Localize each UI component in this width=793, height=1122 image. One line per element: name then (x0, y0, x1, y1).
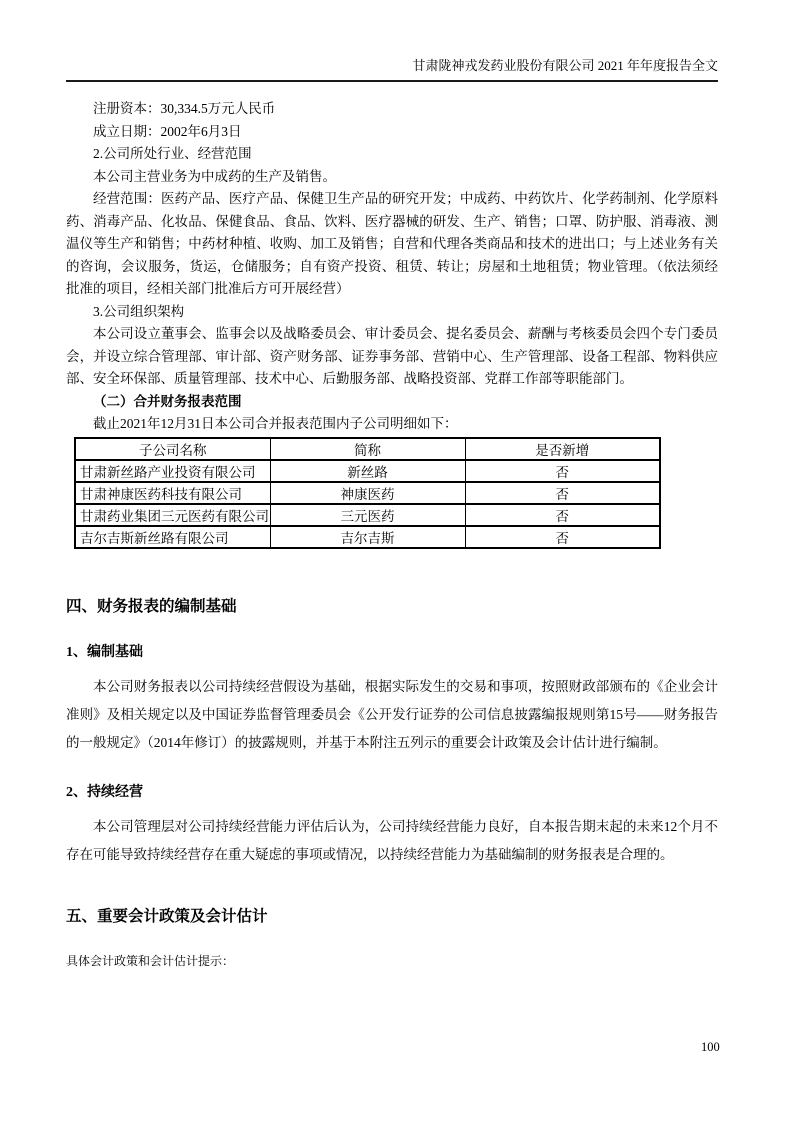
page-number: 100 (701, 1040, 720, 1054)
report-header-title: 甘肃陇神戎发药业股份有限公司 2021 年年度报告全文 (66, 58, 718, 82)
short-name-cell: 神康医药 (270, 482, 465, 504)
consolidation-scope-heading: （二）合并财务报表范围 (93, 393, 242, 409)
section-five-title: 五、重要会计政策及会计估计 (66, 907, 268, 925)
main-business-line: 本公司主营业务为中成药的生产及销售。 (93, 168, 336, 184)
subsection-going-concern-title: 2、持续经营 (66, 784, 143, 800)
table-row (75, 526, 660, 548)
subsidiary-name-cell: 吉尔吉斯新丝路有限公司 (75, 526, 270, 548)
table-row (75, 460, 660, 482)
table-row (75, 504, 660, 526)
column-header-is-new: 是否新增 (465, 438, 660, 460)
is-new-cell: 否 (465, 504, 660, 526)
column-header-short-name: 简称 (270, 438, 465, 460)
subsidiary-name-cell: 甘肃新丝路产业投资有限公司 (75, 460, 270, 482)
subsidiaries-table (74, 437, 661, 549)
industry-heading-line: 2.公司所处行业、经营范围 (93, 146, 252, 161)
subsidiary-name-cell: 甘肃神康医药科技有限公司 (75, 482, 270, 504)
column-header-subsidiary-name: 子公司名称 (75, 438, 270, 460)
business-scope-paragraph: 经营范围：医药产品、医疗产品、保健卫生产品的研究开发；中成药、中药饮片、化学药制剂、化学原料药、消毒产品、化妆品、保健食品、食品、饮料、医疗器械的研发、生产、销售；口罩、防护服、消毒液、测温仪等生产和销售；中药材种植、收购、加工及销售；自营和代理各类商品和技术的进出口；与上述业务有关的咨询，会议服务，货运，仓储服务；自有资产投资、租赁、转让；房屋和土地租赁；物业管理。（依法须经批准的项目，经相关部门批准后方可开展经营） (66, 191, 718, 296)
subsidiary-name-cell: 甘肃药业集团三元医药有限公司 (75, 504, 270, 526)
subsection-basis-title: 1、编制基础 (66, 644, 143, 660)
consolidation-intro-line: 截止2021年12月31日本公司合并报表范围内子公司明细如下： (93, 416, 458, 431)
is-new-cell: 否 (465, 482, 660, 504)
section-four-title: 四、财务报表的编制基础 (66, 597, 237, 615)
table-header-row (75, 438, 660, 460)
established-date-line: 成立日期：2002年6月3日 (93, 123, 242, 139)
going-concern-paragraph: 本公司管理层对公司持续经营能力评估后认为，公司持续经营能力良好，自本报告期末起的未来12个月不存在可能导致持续经营存在重大疑虑的事项或情况，以持续经营能力为基础编制的财务报表是合理的。 (66, 818, 718, 862)
org-structure-heading: 3.公司组织架构 (93, 303, 185, 319)
is-new-cell: 否 (465, 460, 660, 482)
registered-capital-line: 注册资本：30,334.5万元人民币 (93, 101, 276, 116)
short-name-cell: 新丝路 (270, 460, 465, 482)
is-new-cell: 否 (465, 526, 660, 548)
short-name-cell: 三元医药 (270, 504, 465, 526)
accounting-policy-note: 具体会计政策和会计估计提示： (66, 953, 235, 968)
org-structure-paragraph: 本公司设立董事会、监事会以及战略委员会、审计委员会、提名委员会、薪酬与考核委员会四个专门委员会，并设立综合管理部、审计部、资产财务部、证券事务部、营销中心、生产管理部、设备工程部、物料供应部、安全环保部、质量管理部、技术中心、后勤服务部、战略投资部、党群工作部等职能部门。 (66, 326, 718, 386)
basis-paragraph: 本公司财务报表以公司持续经营假设为基础，根据实际发生的交易和事项，按照财政部颁布的《企业会计准则》及相关规定以及中国证券监督管理委员会《公开发行证券的公司信息披露编报规则第15号——财务报告的一般规定》（2014年修订）的披露规则，并基于本附注五列示的重要会计政策及会计估计进行编制。 (66, 678, 718, 750)
company-info-block (66, 98, 718, 436)
short-name-cell: 吉尔吉斯 (270, 526, 465, 548)
table-row (75, 482, 660, 504)
